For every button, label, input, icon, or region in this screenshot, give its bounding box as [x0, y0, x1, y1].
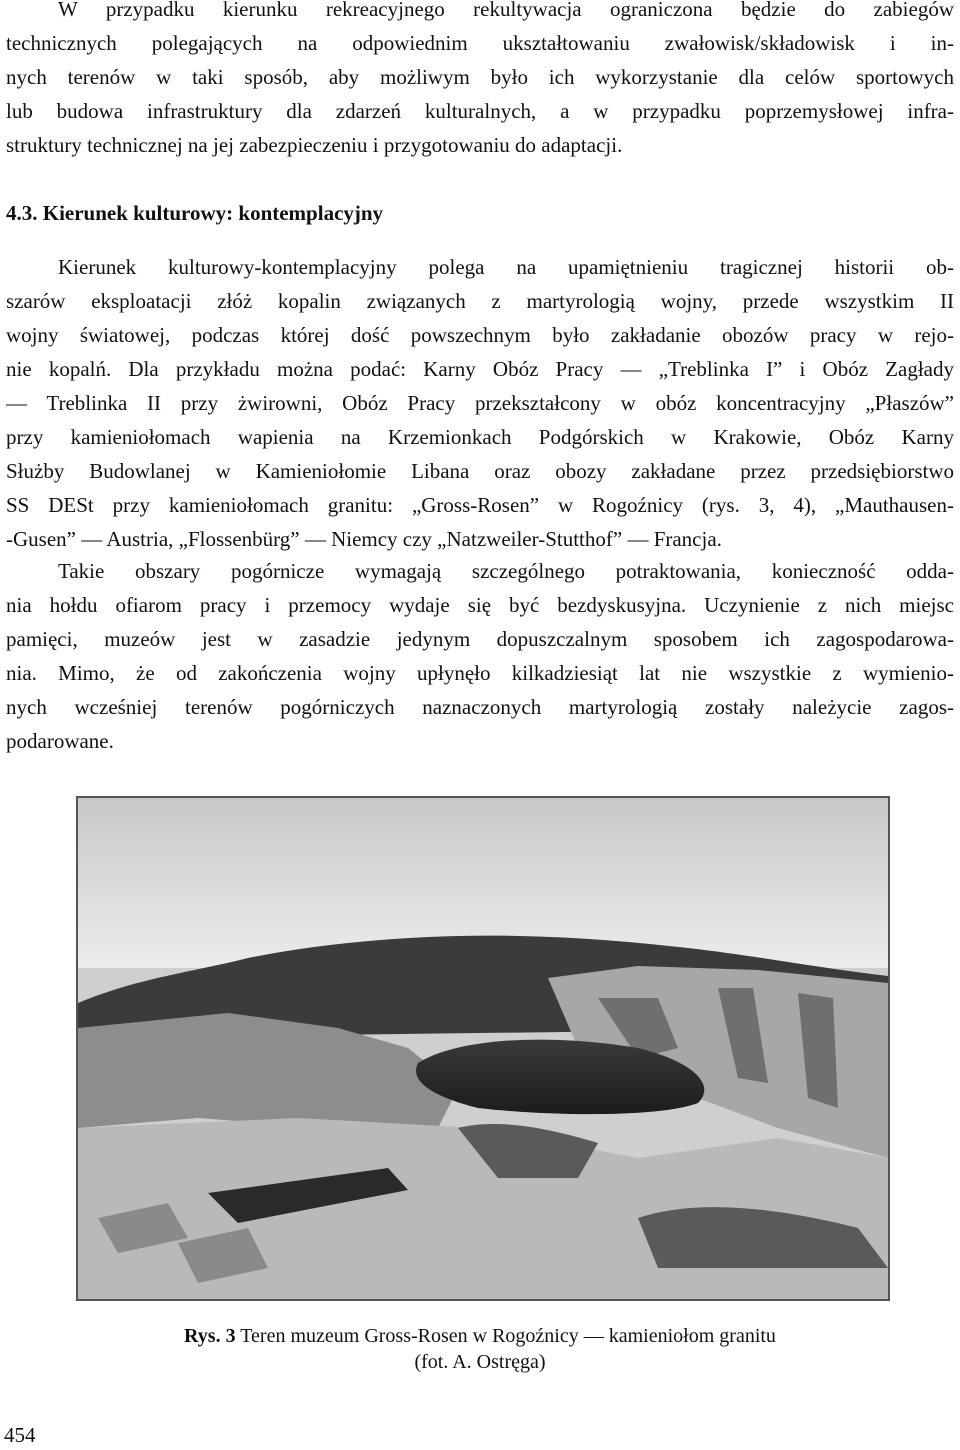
- figure-caption: [0, 1322, 960, 1350]
- text-line: przy kamieniołomach wapienia na Krzemionkach Podgórskich w Krakowie, Obóz Karny: [6, 425, 954, 449]
- text-line: nych wcześniej terenów pogórniczych naznaczonych martyrologią zostały należycie zagos-: [6, 695, 954, 719]
- section-heading: 4.3. Kierunek kulturowy: kontemplacyjny: [6, 201, 384, 225]
- text-line: Takie obszary pogórnicze wymagają szczególnego potraktowania, konieczność odda-: [58, 559, 954, 583]
- text-line: technicznych polegających na odpowiednim ukształtowaniu zwałowisk/składowisk i in-: [6, 31, 954, 55]
- text-line: -Gusen” — Austria, „Flossenbürg” — Niemcy czy „Natzweiler-Stutthof” — Francja.: [6, 527, 722, 551]
- text-line: W przypadku kierunku rekreacyjnego rekultywacja ograniczona będzie do zabiegów: [58, 0, 954, 21]
- text-line: — Treblinka II przy żwirowni, Obóz Pracy przekształcony w obóz koncentracyjny „Płaszów”: [6, 391, 954, 415]
- quarry-illustration: [78, 798, 888, 1299]
- text-line: pamięci, muzeów jest w zasadzie jedynym dopuszczalnym sposobem ich zagospodarowa-: [6, 627, 954, 651]
- text-line: nia hołdu ofiarom pracy i przemocy wydaje się być bezdyskusyjna. Uczynienie z nich miejsc: [6, 593, 954, 617]
- text-line: struktury technicznej na jej zabezpieczeniu i przygotowaniu do adaptacji.: [6, 133, 623, 157]
- text-line: nych terenów w taki sposób, aby możliwym było ich wykorzystanie dla celów sportowych: [6, 65, 954, 89]
- figure-label: Rys. 3: [184, 1325, 236, 1347]
- text-line: lub budowa infrastruktury dla zdarzeń kulturalnych, a w przypadku poprzemysłowej infra-: [6, 99, 954, 123]
- figure-title: Teren muzeum Gross-Rosen w Rogoźnicy — kamieniołom granitu: [240, 1325, 776, 1347]
- text-line: podarowane.: [6, 729, 114, 753]
- figure-credit: (fot. A. Ostręga): [414, 1351, 546, 1373]
- text-line: Służby Budowlanej w Kamieniołomie Libana oraz obozy zakładane przez przedsiębiorstwo: [6, 459, 954, 483]
- quarry-photo: [76, 796, 890, 1301]
- text-line: Kierunek kulturowy-kontemplacyjny polega na upamiętnieniu tragicznej historii ob-: [58, 255, 954, 279]
- text-line: nia. Mimo, że od zakończenia wojny upłynęło kilkadziesiąt lat nie wszystkie z wymienio-: [6, 661, 954, 685]
- text-line: SS DESt przy kamieniołomach granitu: „Gross-Rosen” w Rogoźnicy (rys. 3, 4), „Mauthausen-: [6, 493, 954, 517]
- text-line: nie kopalń. Dla przykładu można podać: Karny Obóz Pracy — „Treblinka I” i Obóz Zagłady: [6, 357, 954, 381]
- text-line: szarów eksploatacji złóż kopalin związanych z martyrologią wojny, przede wszystkim II: [6, 289, 954, 313]
- text-line: wojny światowej, podczas której dość powszechnym było zakładanie obozów pracy w rejo-: [6, 323, 954, 347]
- page-number: 454: [4, 1423, 36, 1447]
